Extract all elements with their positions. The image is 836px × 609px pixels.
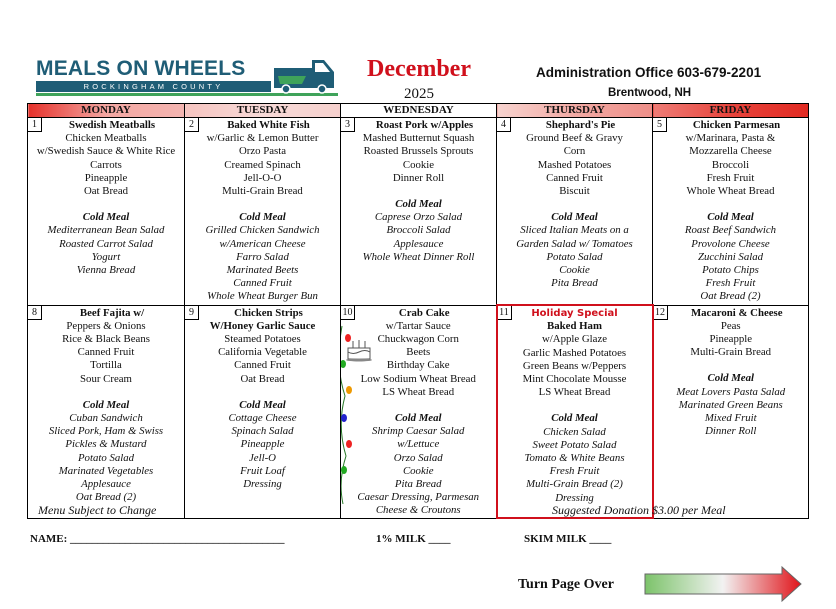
delivery-van-icon <box>272 58 338 94</box>
cold-meal-item: Potato Salad <box>546 250 603 263</box>
month-title: December <box>367 56 471 82</box>
hot-meal-item: Carrots <box>90 158 122 171</box>
day-cell-11 <box>497 305 653 518</box>
hot-meal-item: Biscuit <box>559 185 590 198</box>
cold-meal-item: Dressing <box>243 477 282 490</box>
cold-meal-item: Dinner Roll <box>705 425 757 438</box>
hot-meal-item: Creamed Spinach <box>224 158 301 171</box>
cold-meal-heading: Cold Meal <box>395 411 442 424</box>
cold-meal-item: Marinated Green Beans <box>678 398 783 411</box>
hot-meal-item: Tortilla <box>90 359 122 372</box>
hot-meal-item: w/Swedish Sauce & White Rice <box>36 145 176 158</box>
day-cell-8 <box>28 305 185 518</box>
hot-meal-item: Steamed Potatoes <box>224 332 301 345</box>
day-cell-5 <box>653 118 809 306</box>
cold-meal-item: Zucchini Salad <box>697 250 764 263</box>
hot-meal-item: Pineapple <box>84 171 128 184</box>
cold-meal-item: Pita Bread <box>551 277 598 290</box>
cold-meal-item: Jell-O <box>249 451 276 464</box>
cold-meal-item: Broccoli Salad <box>386 224 451 237</box>
cold-meal-item: Shrimp Caesar Salad <box>372 425 465 438</box>
day-cell-4 <box>497 118 653 306</box>
cold-meal-heading: Cold Meal <box>707 211 754 224</box>
meal-list <box>185 118 340 304</box>
main-dish-title: Chicken Parmesan <box>692 119 781 131</box>
turn-page-label: Turn Page Over <box>518 577 614 592</box>
hot-meal-item: Beets <box>406 346 431 359</box>
day-cell-2 <box>185 118 341 306</box>
day-cell-9 <box>185 305 341 518</box>
cold-meal-item: Cookie <box>559 264 590 277</box>
main-dish-title: Beef Fajita w/ <box>79 306 145 319</box>
cold-meal-item: Meat Lovers Pasta Salad <box>676 385 786 398</box>
hot-meal-item: Mashed Butternut Squash <box>362 132 475 145</box>
cold-meal-item: Caprese Orzo Salad <box>374 211 463 224</box>
main-dish-title: Baked Ham <box>547 320 602 333</box>
week-row-1 <box>28 118 809 306</box>
hot-meal-item: Whole Wheat Bread <box>686 185 775 198</box>
cold-meal-item: w/American Cheese <box>219 237 306 250</box>
hot-meal-item: Canned Fruit <box>234 359 291 372</box>
meal-list <box>28 306 184 505</box>
date-number: 11 <box>498 306 512 320</box>
hot-meal-item: Peas <box>720 319 741 332</box>
cold-meal-item: Applesauce <box>81 477 131 490</box>
cold-meal-item: Whole Wheat Burger Bun <box>207 290 318 303</box>
main-dish-title: Baked White Fish <box>227 119 310 131</box>
cold-meal-item: Caesar Dressing, Parmesan <box>357 491 480 504</box>
cold-meal-item: w/Lettuce <box>397 438 440 451</box>
hot-meal-item: w/Marinara, Pasta & <box>685 132 776 145</box>
hot-meal-item: Birthday Cake <box>386 359 450 372</box>
hot-meal-item: Green Beans w/Peppers <box>522 359 627 372</box>
cold-meal-item: Yogurt <box>91 250 121 263</box>
hot-meal-item: Oat Bread <box>240 372 285 385</box>
meal-list <box>498 306 652 505</box>
hot-meal-item: Chicken Meatballs <box>65 132 147 145</box>
cold-meal-item: Farro Salad <box>236 250 289 263</box>
hot-meal-item: w/Tartar Sauce <box>385 319 451 332</box>
date-number: 12 <box>654 306 668 320</box>
cold-meal-heading: Cold Meal <box>239 398 286 411</box>
name-field[interactable]: NAME: _______________________________________ <box>30 533 285 545</box>
hot-meal-item: Canned Fruit <box>546 171 603 184</box>
hot-meal-item: Corn <box>563 145 586 158</box>
meals-on-wheels-logo <box>36 58 338 96</box>
meal-list <box>497 118 652 290</box>
day-header-friday: FRIDAY <box>653 104 809 118</box>
hot-meal-item: Mashed Potatoes <box>537 158 612 171</box>
cold-meal-heading: Cold Meal <box>239 211 286 224</box>
cold-meal-heading: Cold Meal <box>551 412 598 425</box>
day-cell-3 <box>341 118 497 306</box>
cold-meal-item: Spinach Salad <box>231 425 294 438</box>
holiday-special-label: Holiday Special <box>531 308 618 319</box>
hot-meal-item: Multi-Grain Bread <box>222 185 303 198</box>
cold-meal-heading: Cold Meal <box>82 211 130 224</box>
hot-meal-item: Cookie <box>402 158 435 171</box>
cold-meal-item: Mediterranean Bean Salad <box>47 224 165 237</box>
date-number: 4 <box>497 118 511 132</box>
cold-meal-item: Sliced Italian Meats on a <box>520 224 629 237</box>
cold-meal-item: Provolone Cheese <box>691 237 770 250</box>
holiday-lights-decoration <box>341 306 501 504</box>
cold-meal-item: Garden Salad w/ Tomatoes <box>516 237 633 250</box>
cold-meal-item: Sliced Pork, Ham & Swiss <box>48 425 164 438</box>
hot-meal-item: Sour Cream <box>80 372 132 385</box>
hot-meal-item: LS Wheat Bread <box>538 386 611 399</box>
hot-meal-item: Roasted Brussels Sprouts <box>363 145 474 158</box>
cold-meal-item: Roast Beef Sandwich <box>684 224 777 237</box>
cold-meal-item: Orzo Salad <box>393 451 443 464</box>
day-cell-1 <box>28 118 185 306</box>
cold-meal-item: Dressing <box>555 491 594 504</box>
hot-meal-item: Ground Beef & Gravy <box>526 132 623 145</box>
cold-meal-item: Cheese & Croutons <box>375 504 461 517</box>
meal-list <box>28 118 184 277</box>
cold-meal-item: Fresh Fruit <box>549 465 600 478</box>
cold-meal-item: Grilled Chicken Sandwich <box>205 224 320 237</box>
suggested-donation: Suggested Donation $3.00 per Meal <box>552 503 726 517</box>
hot-meal-item: Garlic Mashed Potatoes <box>522 346 627 359</box>
cold-meal-item: Pineapple <box>240 438 285 451</box>
date-number: 3 <box>341 118 355 132</box>
cold-meal-item: Fresh Fruit <box>705 277 756 290</box>
date-number: 1 <box>28 118 42 132</box>
date-number: 9 <box>185 306 199 320</box>
day-header-thursday: THURSDAY <box>497 104 653 118</box>
hot-meal-item: California Vegetable <box>218 346 307 359</box>
hot-meal-item: Peppers & Onions <box>66 319 146 332</box>
meal-list <box>341 118 496 264</box>
town-label: Brentwood, NH <box>608 87 692 99</box>
main-dish-subtitle: W/Honey Garlic Sauce <box>209 319 316 332</box>
cold-meal-item: Fruit Loaf <box>240 464 285 477</box>
hot-meal-item: Oat Bread <box>83 185 129 198</box>
meal-list <box>654 306 809 439</box>
cold-meal-item: Roasted Carrot Salad <box>59 237 153 250</box>
menu-change-note: Menu Subject to Change <box>38 503 157 517</box>
cold-meal-item: Tomato & White Beans <box>524 452 625 465</box>
hot-meal-item: Rice & Black Beans <box>62 332 150 345</box>
cold-meal-item: Sweet Potato Salad <box>532 438 617 451</box>
turn-page-arrow-icon <box>644 566 804 602</box>
hot-meal-item: Broccoli <box>711 158 750 171</box>
menu-calendar <box>27 103 809 519</box>
milk-1-percent-field[interactable]: 1% MILK ____ <box>376 533 451 545</box>
main-dish-title: Crab Cake <box>398 306 450 319</box>
cold-meal-item: Applesauce <box>393 237 444 250</box>
cold-meal-item: Marinated Beets <box>226 264 299 277</box>
hot-meal-item: Orzo Pasta <box>238 145 287 158</box>
admin-office-phone: Administration Office 603-679-2201 <box>536 65 762 80</box>
main-dish-title: Swedish Meatballs <box>68 119 156 131</box>
cold-meal-heading: Cold Meal <box>82 398 130 411</box>
cold-meal-item: Pickles & Mustard <box>65 438 147 451</box>
week-row-2 <box>28 305 809 518</box>
hot-meal-item: Multi-Grain Bread <box>690 346 772 359</box>
day-cell-12 <box>653 305 809 518</box>
cold-meal-item: Potato Salad <box>77 451 135 464</box>
hot-meal-item: Chuckwagon Corn <box>377 332 459 345</box>
cold-meal-item: Oat Bread (2) <box>700 290 761 303</box>
cold-meal-item: Marinated Vegetables <box>58 464 154 477</box>
cold-meal-item: Potato Chips <box>702 264 759 277</box>
meal-list <box>653 118 808 304</box>
hot-meal-item: Low Sodium Wheat Bread <box>360 372 476 385</box>
skim-milk-field[interactable]: SKIM MILK ____ <box>524 533 612 545</box>
cold-meal-item: Whole Wheat Dinner Roll <box>362 250 475 263</box>
meal-list <box>185 306 340 492</box>
hot-meal-item: Canned Fruit <box>77 346 135 359</box>
day-cell-10 <box>341 305 497 518</box>
hot-meal-item: Fresh Fruit <box>706 171 755 184</box>
date-number: 2 <box>185 118 199 132</box>
weekday-header-row <box>28 104 809 118</box>
cold-meal-item: Cottage Cheese <box>228 411 297 424</box>
hot-meal-item: Jell-O-O <box>243 171 282 184</box>
date-number: 8 <box>28 306 42 320</box>
hot-meal-item: Mozzarella Cheese <box>689 145 772 158</box>
day-header-wednesday: WEDNESDAY <box>341 104 497 118</box>
main-dish-title: Shephard's Pie <box>545 119 616 131</box>
main-dish-title: Macaroni & Cheese <box>690 306 783 319</box>
cold-meal-heading: Cold Meal <box>551 211 598 224</box>
date-number: 5 <box>653 118 667 132</box>
cold-meal-heading: Cold Meal <box>707 372 754 385</box>
hot-meal-item: Mint Chocolate Mousse <box>522 373 627 386</box>
year-label: 2025 <box>404 86 434 102</box>
main-dish-title: Roast Pork w/Apples <box>375 119 474 131</box>
hot-meal-item: w/Garlic & Lemon Butter <box>206 132 319 145</box>
main-dish-title: Chicken Strips <box>234 306 303 319</box>
hot-meal-item: Dinner Roll <box>392 171 445 184</box>
hot-meal-item: w/Apple Glaze <box>541 333 608 346</box>
cold-meal-item: Multi-Grain Bread (2) <box>526 478 623 491</box>
logo-text: MEALS ON WHEELS <box>36 57 246 80</box>
date-number: 10 <box>341 306 355 320</box>
day-header-monday: MONDAY <box>28 104 185 118</box>
cold-meal-item: Cuban Sandwich <box>69 411 143 424</box>
cold-meal-item: Mixed Fruit <box>704 411 757 424</box>
day-header-tuesday: TUESDAY <box>185 104 341 118</box>
cold-meal-item: Oat Bread (2) <box>75 491 137 504</box>
hot-meal-item: LS Wheat Bread <box>382 385 455 398</box>
cold-meal-item: Vienna Bread <box>76 264 136 277</box>
cold-meal-item: Pita Bread <box>394 477 442 490</box>
hot-meal-item: Pineapple <box>709 332 753 345</box>
cold-meal-item: Canned Fruit <box>233 277 292 290</box>
logo-subtext: ROCKINGHAM COUNTY <box>36 81 271 92</box>
cold-meal-item: Cookie <box>402 464 434 477</box>
cold-meal-item: Chicken Salad <box>543 425 606 438</box>
cold-meal-heading: Cold Meal <box>395 198 442 211</box>
